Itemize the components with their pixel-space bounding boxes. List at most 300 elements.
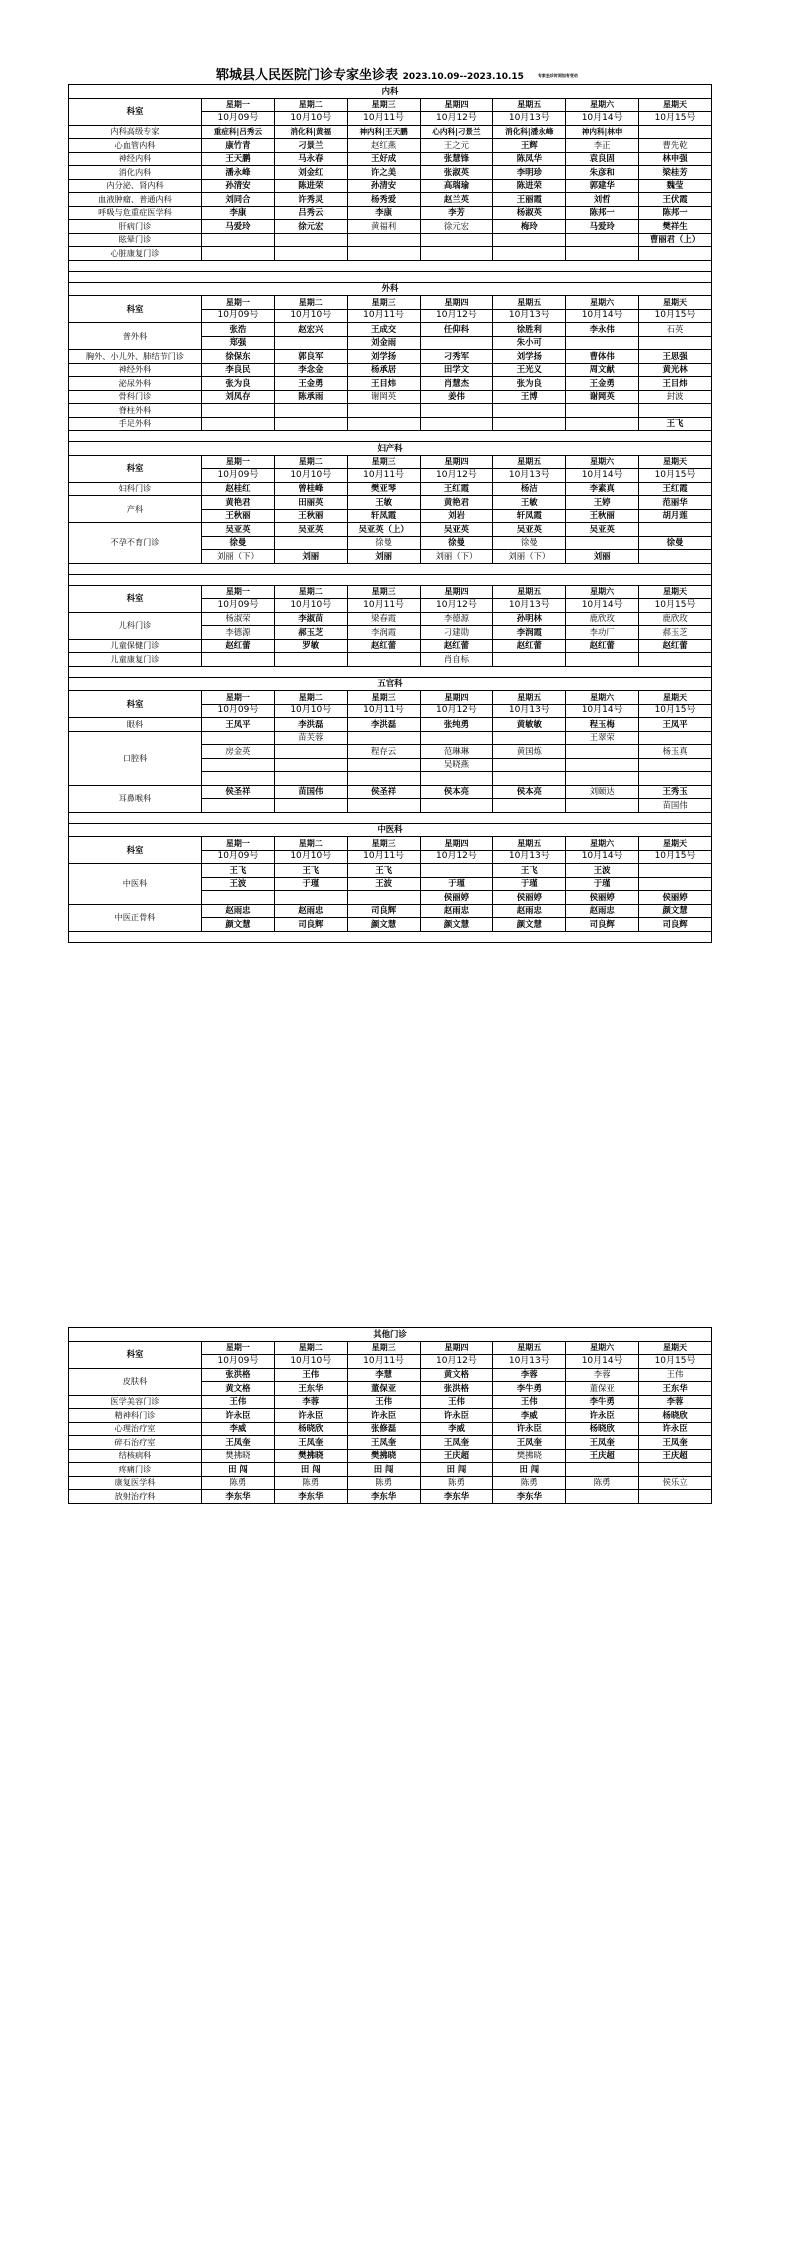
- doctor-cell: [639, 247, 712, 261]
- doctor-cell: [274, 653, 347, 667]
- wuguanke-title: 五官科: [69, 677, 712, 691]
- doctor-cell: [639, 1463, 712, 1477]
- dept-name: 胸外、小儿外、肺结节门诊: [69, 350, 202, 364]
- doctor-cell: 吴亚英: [493, 523, 566, 537]
- doctor-cell: 王金勇: [274, 377, 347, 391]
- doctor-cell: [566, 653, 639, 667]
- zhongyike-title: 中医科: [69, 823, 712, 837]
- dept-name: 康复医学科: [69, 1476, 202, 1490]
- doctor-cell: [639, 336, 712, 350]
- doctor-cell: 房金英: [202, 745, 275, 759]
- weekday-cell: 星期四: [420, 296, 493, 310]
- date-cell: 10月13号: [493, 469, 566, 483]
- doctor-cell: 黄文格: [202, 1382, 275, 1396]
- dept-name: 心脏康复门诊: [69, 247, 202, 261]
- dept-name: 普外科: [69, 323, 202, 350]
- doctor-cell: [420, 404, 493, 418]
- doctor-cell: [347, 799, 420, 813]
- weekday-cell: 星期三: [347, 1341, 420, 1355]
- dept-name: 耳鼻喉科: [69, 785, 202, 812]
- spacer-row: [69, 260, 712, 271]
- doctor-cell: 于瑾: [274, 877, 347, 891]
- weekday-cell: 星期五: [493, 1341, 566, 1355]
- doctor-cell: 李康: [202, 206, 275, 220]
- doctor-cell: 李东华: [493, 1490, 566, 1504]
- doctor-cell: 李明珍: [493, 166, 566, 180]
- doctor-cell: 吴亚英: [202, 523, 275, 537]
- doctor-cell: 李念金: [274, 363, 347, 377]
- doctor-cell: 王金勇: [566, 377, 639, 391]
- date-cell: 10月09号: [202, 112, 275, 126]
- weekday-cell: 星期天: [639, 1341, 712, 1355]
- doctor-cell: 王目炜: [639, 377, 712, 391]
- date-cell: 10月15号: [639, 850, 712, 864]
- date-cell: 10月15号: [639, 469, 712, 483]
- doctor-cell: 王波: [566, 864, 639, 878]
- wuguanke-weekday-row: [69, 691, 712, 705]
- spacer-cell: [69, 931, 712, 942]
- waike-row: [69, 323, 712, 337]
- spacer-cell: [69, 563, 712, 574]
- doctor-cell: 李德源: [420, 612, 493, 626]
- doctor-cell: [420, 772, 493, 786]
- doctor-cell: 许永臣: [639, 1422, 712, 1436]
- doctor-cell: 吴亚英: [566, 523, 639, 537]
- doctor-cell: [493, 653, 566, 667]
- doctor-cell: 陈进荣: [274, 179, 347, 193]
- doctor-cell: [202, 247, 275, 261]
- dept-name: 疼痛门诊: [69, 1463, 202, 1477]
- doctor-cell: 王伟: [420, 1395, 493, 1409]
- doctor-cell: 于瑾: [420, 877, 493, 891]
- doctor-cell: [639, 125, 712, 139]
- doctor-cell: 李芳: [420, 206, 493, 220]
- doctor-cell: 李淑苗: [274, 612, 347, 626]
- weekday-cell: 星期四: [420, 585, 493, 599]
- weekday-cell: 星期五: [493, 98, 566, 112]
- doctor-cell: 陈进荣: [493, 179, 566, 193]
- date-cell: 10月09号: [202, 309, 275, 323]
- doctor-cell: 刘学扬: [493, 350, 566, 364]
- doctor-cell: 徐元宏: [274, 220, 347, 234]
- doctor-cell: 王飞: [639, 417, 712, 431]
- doctor-cell: 杨晓欣: [639, 1409, 712, 1423]
- qita-title: 其他门诊: [69, 1328, 712, 1342]
- fuchanke-row: [69, 496, 712, 510]
- doctor-cell: 郝玉芝: [274, 626, 347, 640]
- doctor-cell: [347, 891, 420, 905]
- doctor-cell: 李蓉: [566, 1368, 639, 1382]
- date-cell: 10月13号: [493, 309, 566, 323]
- doctor-cell: 赵雨忠: [202, 904, 275, 918]
- dept-name: 内科高级专家: [69, 125, 202, 139]
- doctor-cell: 徐曼: [420, 536, 493, 550]
- doctor-cell: 王伟: [274, 1368, 347, 1382]
- doctor-cell: [202, 731, 275, 745]
- doctor-cell: 吴亚英: [420, 523, 493, 537]
- doctor-cell: 心内科|刁景兰: [420, 125, 493, 139]
- dept-name: 呼吸与危重症医学科: [69, 206, 202, 220]
- dept-name: 消化内科: [69, 166, 202, 180]
- doctor-cell: [347, 731, 420, 745]
- qita-title-row: [69, 1328, 712, 1342]
- doctor-cell: 田 闯: [274, 1463, 347, 1477]
- spacer-row: [69, 271, 712, 282]
- dept-name: 心血管内科: [69, 139, 202, 153]
- doctor-cell: [347, 247, 420, 261]
- weekday-cell: 星期二: [274, 296, 347, 310]
- doctor-cell: 曹先乾: [639, 139, 712, 153]
- doctor-cell: 徐曼: [202, 536, 275, 550]
- doctor-cell: 谢岡英: [566, 390, 639, 404]
- weekday-cell: 星期一: [202, 98, 275, 112]
- doctor-cell: 侯本亮: [420, 785, 493, 799]
- doctor-cell: 马爱玲: [566, 220, 639, 234]
- doctor-cell: 鹿欣玫: [566, 612, 639, 626]
- doctor-cell: 樊拂晓: [274, 1449, 347, 1463]
- doctor-cell: 陈勇: [274, 1476, 347, 1490]
- doctor-cell: [566, 1463, 639, 1477]
- weekday-cell: 星期二: [274, 691, 347, 705]
- weekday-cell: 星期五: [493, 585, 566, 599]
- weekday-cell: 星期四: [420, 455, 493, 469]
- doctor-cell: 陈邦一: [566, 206, 639, 220]
- doctor-cell: 刘哲: [566, 193, 639, 207]
- dept-name: 儿科门诊: [69, 612, 202, 639]
- dept-name: 妇科门诊: [69, 482, 202, 496]
- doctor-cell: 王秋丽: [274, 509, 347, 523]
- doctor-cell: 王凤奎: [566, 1436, 639, 1450]
- weekday-cell: 星期五: [493, 455, 566, 469]
- doctor-cell: 潘永峰: [202, 166, 275, 180]
- doctor-cell: 赵红蕾: [566, 639, 639, 653]
- doctor-cell: [639, 864, 712, 878]
- qita-row: [69, 1436, 712, 1450]
- doctor-cell: [493, 233, 566, 247]
- neike-row: [69, 179, 712, 193]
- doctor-cell: 田丽英: [274, 496, 347, 510]
- doctor-cell: 程存云: [347, 745, 420, 759]
- qita-weekday-row: [69, 1341, 712, 1355]
- date-cell: 10月14号: [566, 309, 639, 323]
- weekday-cell: 星期天: [639, 691, 712, 705]
- weekday-cell: 星期天: [639, 98, 712, 112]
- doctor-cell: 王凤奎: [639, 1436, 712, 1450]
- doctor-cell: 王凤奎: [420, 1436, 493, 1450]
- doctor-cell: 陈邦一: [639, 206, 712, 220]
- doctor-cell: 王婷: [566, 496, 639, 510]
- date-cell: 10月09号: [202, 469, 275, 483]
- doctor-cell: 王目炜: [347, 377, 420, 391]
- dept-header: 科室: [69, 455, 202, 482]
- doctor-cell: [202, 233, 275, 247]
- neike-weekday-row: [69, 98, 712, 112]
- doctor-cell: 李威: [202, 1422, 275, 1436]
- doctor-cell: 王敏: [347, 496, 420, 510]
- doctor-cell: 李润霞: [493, 626, 566, 640]
- weekday-cell: 星期四: [420, 837, 493, 851]
- doctor-cell: 许秀灵: [274, 193, 347, 207]
- doctor-cell: 侯丽婷: [420, 891, 493, 905]
- waike-row: [69, 377, 712, 391]
- doctor-cell: 王天鹏: [202, 152, 275, 166]
- doctor-cell: 罗敏: [274, 639, 347, 653]
- doctor-cell: [639, 772, 712, 786]
- weekday-cell: 星期四: [420, 98, 493, 112]
- weekday-cell: 星期二: [274, 585, 347, 599]
- doctor-cell: 郭建华: [566, 179, 639, 193]
- doctor-cell: 范琳琳: [420, 745, 493, 759]
- date-cell: 10月15号: [639, 599, 712, 613]
- zhongyike-weekday-row: [69, 837, 712, 851]
- spacer-row: [69, 666, 712, 677]
- doctor-cell: 李良民: [202, 363, 275, 377]
- doctor-cell: 梁春霞: [347, 612, 420, 626]
- erke-weekday-row: [69, 585, 712, 599]
- doctor-cell: 李洪磊: [347, 718, 420, 732]
- doctor-cell: 王红霞: [420, 482, 493, 496]
- doctor-cell: 许之美: [347, 166, 420, 180]
- doctor-cell: 杨淑英: [493, 206, 566, 220]
- doctor-cell: 刘金雨: [347, 336, 420, 350]
- dept-header: 科室: [69, 98, 202, 125]
- date-cell: 10月10号: [274, 599, 347, 613]
- weekday-cell: 星期三: [347, 691, 420, 705]
- doctor-cell: 李慧: [347, 1368, 420, 1382]
- doctor-cell: [566, 404, 639, 418]
- qita-row: [69, 1395, 712, 1409]
- doctor-cell: 孙明林: [493, 612, 566, 626]
- dept-name: 皮肤科: [69, 1368, 202, 1395]
- doctor-cell: 董保亚: [566, 1382, 639, 1396]
- doctor-cell: 樊祥生: [639, 220, 712, 234]
- doctor-cell: 司良辉: [639, 918, 712, 932]
- dept-name: 放射治疗科: [69, 1490, 202, 1504]
- doctor-cell: 赵红蕾: [347, 639, 420, 653]
- doctor-cell: 赵雨忠: [420, 904, 493, 918]
- date-range: 2023.10.09--2023.10.15: [402, 72, 524, 82]
- weekday-cell: 星期二: [274, 98, 347, 112]
- doctor-cell: [420, 233, 493, 247]
- doctor-cell: 樊亚琴: [347, 482, 420, 496]
- weekday-cell: 星期三: [347, 837, 420, 851]
- date-cell: 10月11号: [347, 309, 420, 323]
- weekday-cell: 星期六: [566, 455, 639, 469]
- doctor-cell: 樊拂晓: [493, 1449, 566, 1463]
- date-cell: 10月12号: [420, 704, 493, 718]
- doctor-cell: 消化科|潘永峰: [493, 125, 566, 139]
- doctor-cell: 刘丽（下）: [202, 550, 275, 564]
- doctor-cell: [566, 1490, 639, 1504]
- dept-name: 神经内科: [69, 152, 202, 166]
- doctor-cell: 王翠荣: [566, 731, 639, 745]
- doctor-cell: 王伟: [639, 1368, 712, 1382]
- doctor-cell: 李威: [420, 1422, 493, 1436]
- dept-name: 心理治疗室: [69, 1422, 202, 1436]
- doctor-cell: 许永臣: [566, 1409, 639, 1423]
- doctor-cell: 任仰科: [420, 323, 493, 337]
- dept-name: 泌尿外科: [69, 377, 202, 391]
- doctor-cell: 刁景兰: [274, 139, 347, 153]
- dept-name: 血液肿瘤、普通内科: [69, 193, 202, 207]
- qita-row: [69, 1490, 712, 1504]
- doctor-cell: 陈勇: [493, 1476, 566, 1490]
- dept-name: 儿童康复门诊: [69, 653, 202, 667]
- date-cell: 10月13号: [493, 704, 566, 718]
- doctor-cell: 刘同合: [202, 193, 275, 207]
- doctor-cell: 刘颐达: [566, 785, 639, 799]
- doctor-cell: 李蓉: [274, 1395, 347, 1409]
- doctor-cell: 杨玉真: [639, 745, 712, 759]
- doctor-cell: 李德源: [202, 626, 275, 640]
- doctor-cell: [493, 731, 566, 745]
- weekday-cell: 星期一: [202, 455, 275, 469]
- erke-row: [69, 639, 712, 653]
- waike-row: [69, 363, 712, 377]
- dept-name: 内分泌、肾内科: [69, 179, 202, 193]
- weekday-cell: 星期天: [639, 585, 712, 599]
- wuguanke-row: [69, 785, 712, 799]
- doctor-cell: 王凤平: [639, 718, 712, 732]
- doctor-cell: 神内科|王天鹏: [347, 125, 420, 139]
- dept-name: 口腔科: [69, 731, 202, 785]
- doctor-cell: 王东华: [639, 1382, 712, 1396]
- date-cell: 10月10号: [274, 1355, 347, 1369]
- date-cell: 10月13号: [493, 850, 566, 864]
- doctor-cell: [274, 758, 347, 772]
- doctor-cell: 梁桂芳: [639, 166, 712, 180]
- doctor-cell: 张纯勇: [420, 718, 493, 732]
- waike-weekday-row: [69, 296, 712, 310]
- doctor-cell: [274, 891, 347, 905]
- wuguanke-row: [69, 731, 712, 745]
- doctor-cell: 王凤奎: [347, 1436, 420, 1450]
- doctor-cell: 王波: [202, 877, 275, 891]
- spacer-cell: [69, 666, 712, 677]
- doctor-cell: 徐保东: [202, 350, 275, 364]
- doctor-cell: 李牛勇: [566, 1395, 639, 1409]
- doctor-cell: 张浩: [202, 323, 275, 337]
- weekday-cell: 星期四: [420, 691, 493, 705]
- doctor-cell: 王伟: [347, 1395, 420, 1409]
- doctor-cell: 于瑾: [493, 877, 566, 891]
- spacer-row: [69, 574, 712, 585]
- doctor-cell: 王成交: [347, 323, 420, 337]
- doctor-cell: 侯丽婷: [566, 891, 639, 905]
- doctor-cell: 王飞: [493, 864, 566, 878]
- waike-title: 外科: [69, 282, 712, 296]
- doctor-cell: 鹿欣玫: [639, 612, 712, 626]
- date-cell: 10月14号: [566, 599, 639, 613]
- weekday-cell: 星期三: [347, 98, 420, 112]
- dept-name: 中医科: [69, 864, 202, 905]
- doctor-cell: 李康: [347, 206, 420, 220]
- weekday-cell: 星期六: [566, 98, 639, 112]
- doctor-cell: 高瑞瑜: [420, 179, 493, 193]
- neike-row: [69, 193, 712, 207]
- main-schedule-table: [68, 84, 712, 943]
- spacer-row: [69, 931, 712, 942]
- doctor-cell: 王伏霞: [639, 193, 712, 207]
- doctor-cell: [420, 731, 493, 745]
- doctor-cell: [274, 799, 347, 813]
- dept-name: 骨科门诊: [69, 390, 202, 404]
- date-cell: 10月15号: [639, 112, 712, 126]
- dept-name: 儿童保健门诊: [69, 639, 202, 653]
- dept-header: 科室: [69, 837, 202, 864]
- dept-name: 眼科: [69, 718, 202, 732]
- doctor-cell: 肖自标: [420, 653, 493, 667]
- doctor-cell: 王秀玉: [639, 785, 712, 799]
- doctor-cell: 徐元宏: [420, 220, 493, 234]
- doctor-cell: 封波: [639, 390, 712, 404]
- doctor-cell: [274, 336, 347, 350]
- doctor-cell: 轩凤霞: [347, 509, 420, 523]
- dept-name: 不孕不育门诊: [69, 523, 202, 564]
- doctor-cell: 李润霞: [347, 626, 420, 640]
- weekday-cell: 星期四: [420, 1341, 493, 1355]
- doctor-cell: [639, 653, 712, 667]
- dept-header: 科室: [69, 296, 202, 323]
- doctor-cell: 田学文: [420, 363, 493, 377]
- doctor-cell: 吕秀云: [274, 206, 347, 220]
- doctor-cell: 王凤奎: [274, 1436, 347, 1450]
- doctor-cell: 王秋丽: [202, 509, 275, 523]
- fuchanke-weekday-row: [69, 455, 712, 469]
- doctor-cell: 侯圣祥: [202, 785, 275, 799]
- doctor-cell: 王飞: [347, 864, 420, 878]
- doctor-cell: 张为良: [202, 377, 275, 391]
- weekday-cell: 星期一: [202, 691, 275, 705]
- weekday-cell: 星期一: [202, 585, 275, 599]
- doctor-cell: 侯本亮: [493, 785, 566, 799]
- qita-row: [69, 1449, 712, 1463]
- doctor-cell: 颜文慧: [347, 918, 420, 932]
- neike-row: [69, 139, 712, 153]
- date-cell: 10月12号: [420, 1355, 493, 1369]
- date-cell: 10月13号: [493, 599, 566, 613]
- doctor-cell: [202, 758, 275, 772]
- doctor-cell: 侯丽婷: [639, 891, 712, 905]
- doctor-cell: [420, 247, 493, 261]
- doctor-cell: 田 闯: [347, 1463, 420, 1477]
- weekday-cell: 星期二: [274, 837, 347, 851]
- doctor-cell: 程玉梅: [566, 718, 639, 732]
- title-note: 专家坐诊时间如有变动: [537, 72, 578, 78]
- date-cell: 10月14号: [566, 850, 639, 864]
- date-cell: 10月15号: [639, 309, 712, 323]
- doctor-cell: [639, 758, 712, 772]
- doctor-cell: 曹体伟: [566, 350, 639, 364]
- wuguanke-row: [69, 718, 712, 732]
- doctor-cell: 徐曼: [347, 536, 420, 550]
- dept-name: 肝病门诊: [69, 220, 202, 234]
- doctor-cell: 刘金红: [274, 166, 347, 180]
- doctor-cell: [493, 772, 566, 786]
- doctor-cell: 田 闯: [493, 1463, 566, 1477]
- date-cell: 10月15号: [639, 1355, 712, 1369]
- doctor-cell: [566, 336, 639, 350]
- wuguanke-title-row: [69, 677, 712, 691]
- doctor-cell: 侯乐立: [639, 1476, 712, 1490]
- waike-row: [69, 350, 712, 364]
- doctor-cell: 李功厂: [566, 626, 639, 640]
- doctor-cell: 樊拂晓: [347, 1449, 420, 1463]
- qita-row: [69, 1409, 712, 1423]
- spacer-row: [69, 431, 712, 442]
- doctor-cell: 颜文慧: [493, 918, 566, 932]
- qita-row: [69, 1422, 712, 1436]
